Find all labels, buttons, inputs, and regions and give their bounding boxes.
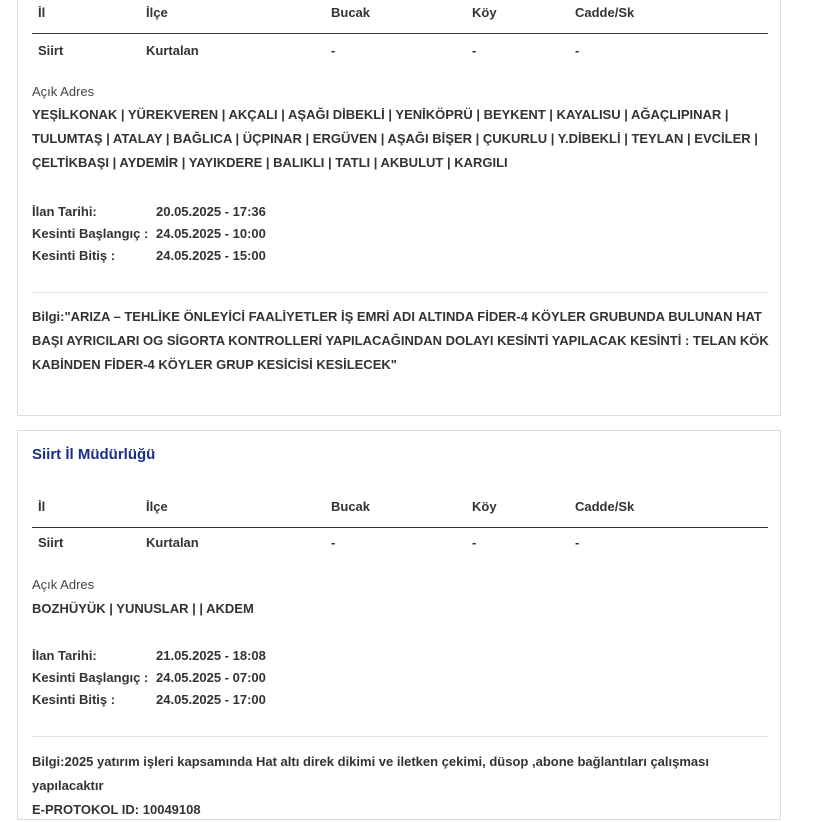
header-il: İl (38, 499, 46, 514)
header-koy: Köy (472, 5, 497, 20)
outage-start-row (32, 670, 432, 692)
address-line: YEŞİLKONAK | YÜREKVEREN | AKÇALI | AŞAĞI DİBEKLİ | YENİKÖPRÜ | BEYKENT | KAYALISU | AĞAÇLIPINAR | (32, 107, 729, 122)
table-row (32, 535, 768, 555)
cell-cadde: - (575, 43, 580, 58)
outage-start-label: Kesinti Başlangıç : (32, 670, 149, 685)
info-line: BAŞI AYRICILARI OG SİGORTA KONTROLLERİ YAPILACAĞINDAN DOLAYI KESİNTİ YAPILACAK KESİNTİ : TELAN KÖK (32, 333, 769, 348)
date-info (32, 204, 432, 270)
outage-end-label: Kesinti Bitiş : (32, 692, 116, 707)
cell-il: Siirt (38, 43, 64, 58)
address-line: ÇELTİKBAŞI | AYDEMİR | YAYIKDERE | BALIKLI | TATLI | AKBULUT | KARGILI (32, 155, 508, 170)
info-line: Bilgi:"ARIZA – TEHLİKE ÖNLEYİCİ FAALİYETLER İŞ EMRİ ADI ALTINDA FİDER-4 KÖYLER GRUBUNDA BULUNAN HAT (32, 309, 762, 324)
outage-end-row (32, 692, 432, 714)
outage-end-row (32, 248, 432, 270)
date-info (32, 648, 432, 714)
header-ilce: İlçe (146, 499, 168, 514)
outage-end-value: 24.05.2025 - 15:00 (156, 248, 266, 263)
cell-ilce: Kurtalan (146, 43, 199, 58)
card-title: Siirt İl Müdürlüğü (32, 446, 156, 463)
divider (32, 736, 768, 737)
outage-start-value: 24.05.2025 - 07:00 (156, 670, 266, 685)
info-text (32, 305, 772, 377)
header-ilce: İlçe (146, 5, 168, 20)
cell-koy: - (472, 535, 477, 550)
location-table-header (32, 5, 768, 34)
header-bucak: Bucak (331, 5, 371, 20)
outage-card-1 (17, 0, 781, 416)
header-cadde: Cadde/Sk (575, 499, 635, 514)
address-line: BOZHÜYÜK | YUNUSLAR | | AKDEM (32, 601, 254, 616)
info-line: Bilgi:2025 yatırım işleri kapsamında Hat altı direk dikimi ve iletken çekimi, düsop ,abone bağlantıları çalışması yapılacaktır (32, 754, 709, 793)
announce-date-row (32, 204, 432, 226)
outage-start-value: 24.05.2025 - 10:00 (156, 226, 266, 241)
announce-date-label: İlan Tarihi: (32, 204, 97, 219)
header-bucak: Bucak (331, 499, 371, 514)
outage-end-value: 24.05.2025 - 17:00 (156, 692, 266, 707)
cell-ilce: Kurtalan (146, 535, 199, 550)
announce-date-value: 20.05.2025 - 17:36 (156, 204, 266, 219)
address-text (32, 103, 772, 175)
cell-bucak: - (331, 43, 336, 58)
address-text (32, 597, 772, 621)
outage-start-row (32, 226, 432, 248)
header-cadde: Cadde/Sk (575, 5, 635, 20)
header-il: İl (38, 5, 46, 20)
address-label: Açık Adres (32, 577, 95, 592)
cell-il: Siirt (38, 535, 64, 550)
outage-end-label: Kesinti Bitiş : (32, 248, 116, 263)
announce-date-row (32, 648, 432, 670)
outage-start-label: Kesinti Başlangıç : (32, 226, 149, 241)
header-koy: Köy (472, 499, 497, 514)
cell-koy: - (472, 43, 477, 58)
info-line: KABİNDEN FİDER-4 KÖYLER GRUP KESİCİSİ KESİLECEK" (32, 357, 397, 372)
cell-bucak: - (331, 535, 336, 550)
divider (32, 292, 768, 293)
address-line: TULUMTAŞ | ATALAY | BAĞLICA | ÜÇPINAR | ERGÜVEN | AŞAĞI BİŞER | ÇUKURLU | Y.DİBEKLİ | TEYLAN | EVCİLER | (32, 131, 758, 146)
cell-cadde: - (575, 535, 580, 550)
table-row (32, 43, 768, 63)
address-label: Açık Adres (32, 84, 95, 99)
info-text (32, 750, 772, 822)
announce-date-label: İlan Tarihi: (32, 648, 97, 663)
location-table-header (32, 499, 768, 528)
info-line: E-PROTOKOL ID: 10049108 (32, 802, 201, 817)
announce-date-value: 21.05.2025 - 18:08 (156, 648, 266, 663)
outage-card-2 (17, 430, 781, 820)
